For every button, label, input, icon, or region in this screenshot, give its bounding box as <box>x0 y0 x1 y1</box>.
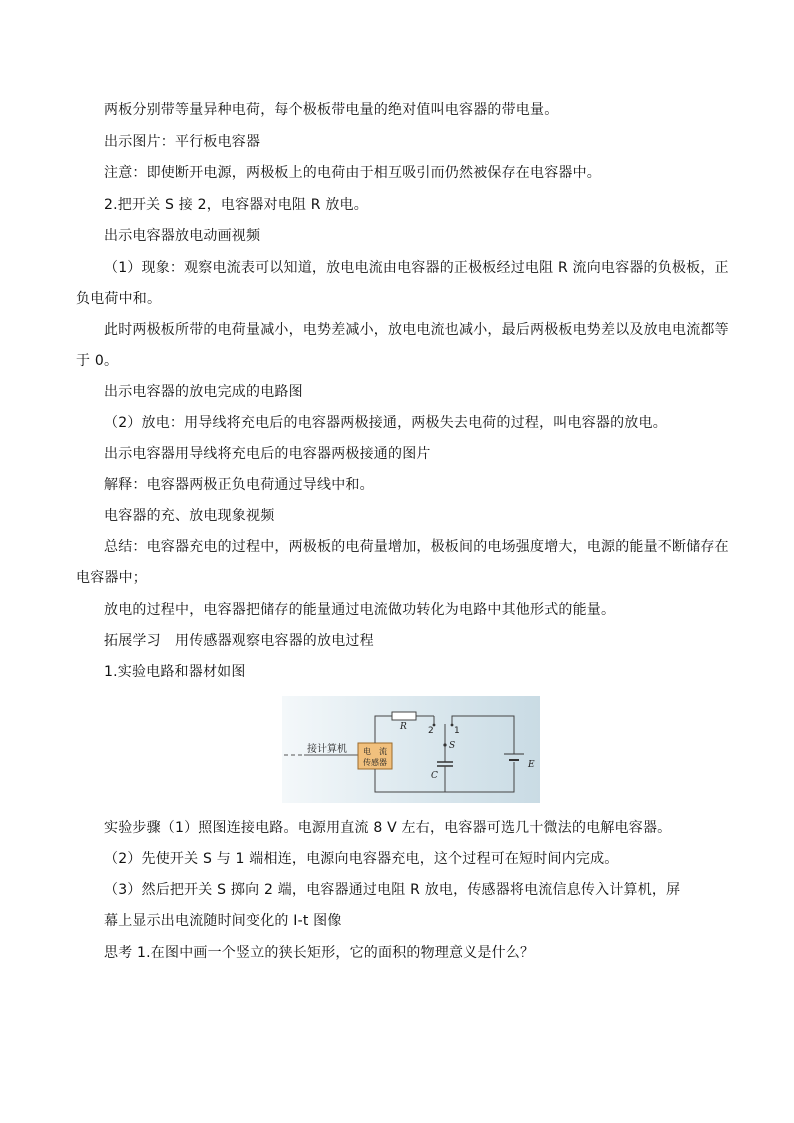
paragraph: 解释：电容器两极正负电荷通过导线中和。 <box>104 477 374 493</box>
paragraph: 注意：即使断开电源，两极板上的电荷由于相互吸引而仍然被保存在电容器中。 <box>104 165 601 181</box>
paragraph: 出示电容器放电动画视频 <box>104 228 261 244</box>
resistor-label: R <box>400 722 407 732</box>
paragraph: 电容器中； <box>76 570 147 586</box>
paragraph: （1）现象：观察电流表可以知道，放电电流由电容器的正极板经过电阻 R 流向电容器的负极板，正 <box>104 260 729 276</box>
section-heading: 拓展学习 用传感器观察电容器的放电过程 <box>104 633 374 649</box>
battery-label: E <box>528 760 535 770</box>
paragraph: 于 0。 <box>76 353 119 369</box>
paragraph: 实验步骤（1）照图连接电路。电源用直流 8 V 左右，电容器可选几十微法的电解电容器。 <box>104 820 672 836</box>
paragraph: 电容器的充、放电现象视频 <box>104 508 275 524</box>
paragraph: 负电荷中和。 <box>76 291 162 307</box>
circuit-diagram <box>282 696 540 803</box>
capacitor-label: C <box>431 771 438 781</box>
switch-label: S <box>449 741 456 751</box>
paragraph: 思考 1.在图中画一个竖立的狭长矩形，它的面积的物理意义是什么？ <box>104 945 535 961</box>
paragraph: （2）先使开关 S 与 1 端相连，电源向电容器充电，这个过程可在短时间内完成。 <box>104 851 619 867</box>
paragraph: 1.实验电路和器材如图 <box>104 664 246 680</box>
terminal-1 <box>451 724 454 727</box>
terminal-2-label: 2 <box>428 726 434 736</box>
paragraph: 总结：电容器充电的过程中，两极板的电荷量增加，极板间的电场强度增大，电源的能量不断储存在 <box>104 539 729 555</box>
paragraph: 出示电容器的放电完成的电路图 <box>104 384 303 400</box>
sensor-label-line2: 传感器 <box>363 758 387 767</box>
paragraph: 放电的过程中，电容器把储存的能量通过电流做功转化为电路中其他形式的能量。 <box>104 602 616 618</box>
paragraph: 出示电容器用导线将充电后的电容器两极接通的图片 <box>104 446 431 462</box>
paragraph: 出示图片：平行板电容器 <box>104 134 261 150</box>
paragraph: 两板分别带等量异种电荷，每个极板带电量的绝对值叫电容器的带电量。 <box>104 102 559 118</box>
resistor <box>392 712 416 720</box>
computer-label: 接计算机 <box>307 744 347 755</box>
paragraph: 2.把开关 S 接 2，电容器对电阻 R 放电。 <box>104 197 368 213</box>
sensor-label-line1: 电 流 <box>363 747 387 756</box>
paragraph: 幕上显示出电流随时间变化的 I-t 图像 <box>104 913 342 929</box>
paragraph: 此时两极板所带的电荷量减小，电势差减小，放电电流也减小，最后两极板电势差以及放电电流都等 <box>104 322 729 338</box>
paragraph: （3）然后把开关 S 掷向 2 端，电容器通过电阻 R 放电，传感器将电流信息传入计算机，屏 <box>104 882 681 898</box>
terminal-1-label: 1 <box>454 726 460 736</box>
paragraph: （2）放电：用导线将充电后的电容器两极接通，两极失去电荷的过程，叫电容器的放电。 <box>104 415 667 431</box>
